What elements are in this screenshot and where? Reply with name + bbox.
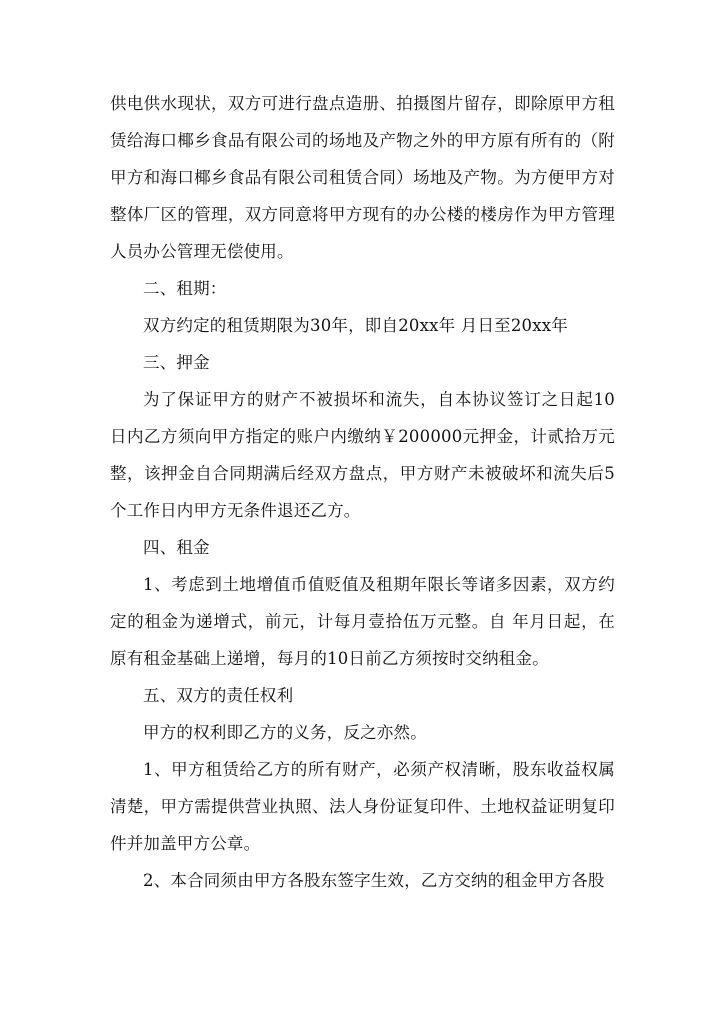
heading-rights-duties: 五、双方的责任权利 [143,686,294,705]
paragraph-rights-item-2: 2、本合同须由甲方各股东签字生效，乙方交纳的租金甲方各股 [143,871,605,890]
heading-rent: 四、租金 [143,538,210,557]
heading-deposit: 三、押金 [143,353,210,372]
paragraph-deposit: 为了保证甲方的财产不被损坏和流失，自本协议签订之日起10日内乙方须向甲方指定的账户内缴纳￥200000元押金，计贰拾万元整，该押金自合同期满后经双方盘点，甲方财产未被破坏和流失后5个工作日内甲方无条件退还乙方。 [110,390,615,520]
paragraph-rights-item-1: 1、甲方租赁给乙方的所有财产，必须产权清晰，股东收益权属清楚，甲方需提供营业执照、法人身份证复印件、土地权益证明复印件并加盖甲方公章。 [110,760,615,853]
heading-lease-term: 二、租期： [143,279,227,298]
paragraph-rights-intro: 甲方的权利即乙方的义务，反之亦然。 [143,723,427,742]
paragraph-premises: 供电供水现状，双方可进行盘点造册、拍摄图片留存，即除原甲方租赁给海口椰乡食品有限公司的场地及产物之外的甲方原有所有的（附甲方和海口椰乡食品有限公司租赁合同）场地及产物。为方便甲方对整体厂区的管理，双方同意将甲方现有的办公楼的楼房作为甲方管理人员办公管理无偿使用。 [110,94,615,261]
paragraph-rent: 1、考虑到土地增值币值贬值及租期年限长等诸多因素，双方约定的租金为递增式，前元，计每月壹拾伍万元整。自 年月日起，在原有租金基础上递增，每月的10日前乙方须按时交纳租金。 [110,575,615,668]
document-body [110,85,615,899]
paragraph-lease-term: 双方约定的租赁期限为30年，即自20xx年 月日至20xx年 [143,316,568,335]
